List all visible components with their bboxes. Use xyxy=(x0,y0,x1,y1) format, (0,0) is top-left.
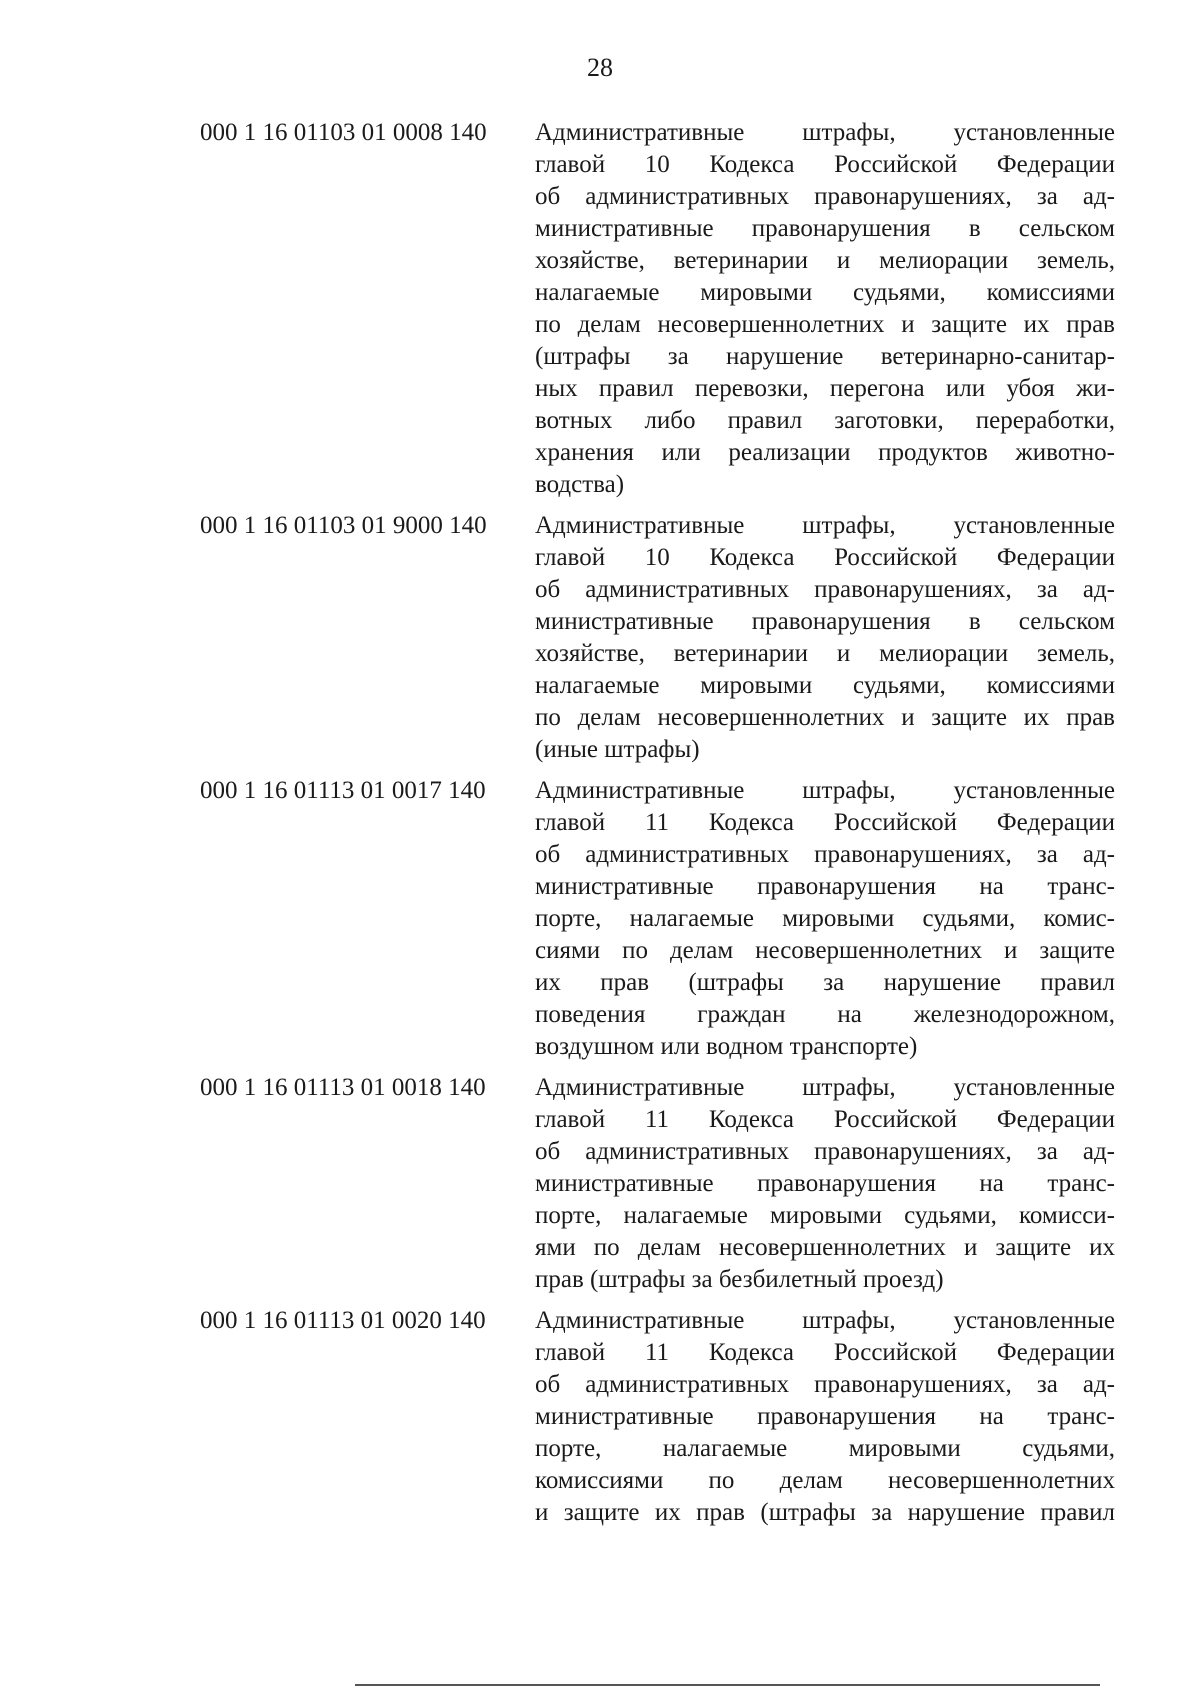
description-line: их прав (штрафы за нарушение правил xyxy=(535,969,1115,996)
code-description xyxy=(535,117,1115,501)
description-line: налагаемые мировыми судьями, комиссиями xyxy=(535,672,1115,699)
description-line: Административные штрафы, установленные xyxy=(535,119,1115,146)
description-line: ных правил перевозки, перегона или убоя жи- xyxy=(535,375,1115,402)
description-line: министративные правонарушения на транс- xyxy=(535,873,1115,900)
description-line: (штрафы за нарушение ветеринарно-санитар- xyxy=(535,343,1115,370)
description-line: поведения граждан на железнодорожном, xyxy=(535,1001,1115,1028)
description-line: порте, налагаемые мировыми судьями, xyxy=(535,1435,1115,1462)
description-line: об административных правонарушениях, за ад- xyxy=(535,1371,1115,1398)
page-number: 28 xyxy=(587,53,613,82)
description-line: Административные штрафы, установленные xyxy=(535,512,1115,539)
description-line: хозяйстве, ветеринарии и мелиорации земель, xyxy=(535,247,1115,274)
code-description xyxy=(535,1072,1115,1296)
description-line: налагаемые мировыми судьями, комиссиями xyxy=(535,279,1115,306)
description-line: об административных правонарушениях, за ад- xyxy=(535,841,1115,868)
description-line: Административные штрафы, установленные xyxy=(535,1307,1115,1334)
description-line: по делам несовершеннолетних и защите их прав xyxy=(535,704,1115,731)
description-line: об административных правонарушениях, за ад- xyxy=(535,183,1115,210)
description-line: министративные правонарушения в сельском xyxy=(535,608,1115,635)
table-row xyxy=(200,1072,1135,1296)
description-line: хранения или реализации продуктов животно- xyxy=(535,439,1115,466)
description-line: Административные штрафы, установленные xyxy=(535,777,1115,804)
description-line: ями по делам несовершеннолетних и защите их xyxy=(535,1234,1115,1261)
description-line: министративные правонарушения на транс- xyxy=(535,1170,1115,1197)
description-line: министративные правонарушения в сельском xyxy=(535,215,1115,242)
description-line: сиями по делам несовершеннолетних и защите xyxy=(535,937,1115,964)
description-line: вотных либо правил заготовки, переработки, xyxy=(535,407,1115,434)
description-line: по делам несовершеннолетних и защите их прав xyxy=(535,311,1115,338)
budget-code: 000 1 16 01103 01 0008 140 xyxy=(200,119,487,146)
description-line: Административные штрафы, установленные xyxy=(535,1074,1115,1101)
description-line: хозяйстве, ветеринарии и мелиорации земель, xyxy=(535,640,1115,667)
description-line: водства) xyxy=(535,471,625,498)
budget-code: 000 1 16 01103 01 9000 140 xyxy=(200,512,487,539)
description-line: главой 11 Кодекса Российской Федерации xyxy=(535,809,1115,836)
description-line: порте, налагаемые мировыми судьями, комисси- xyxy=(535,1202,1115,1229)
budget-code-table xyxy=(200,117,1135,1538)
description-line: комиссиями по делам несовершеннолетних xyxy=(535,1467,1115,1494)
description-line: главой 11 Кодекса Российской Федерации xyxy=(535,1339,1115,1366)
budget-code: 000 1 16 01113 01 0017 140 xyxy=(200,777,486,804)
code-description xyxy=(535,775,1115,1063)
description-line: (иные штрафы) xyxy=(535,736,700,763)
scan-bottom-line xyxy=(355,1684,1100,1686)
description-line: прав (штрафы за безбилетный проезд) xyxy=(535,1266,944,1293)
table-row xyxy=(200,775,1135,1063)
table-row xyxy=(200,510,1135,766)
description-line: порте, налагаемые мировыми судьями, комис- xyxy=(535,905,1115,932)
budget-code: 000 1 16 01113 01 0020 140 xyxy=(200,1307,486,1334)
description-line: главой 10 Кодекса Российской Федерации xyxy=(535,544,1115,571)
code-description xyxy=(535,510,1115,766)
code-description xyxy=(535,1305,1115,1529)
description-line: об административных правонарушениях, за ад- xyxy=(535,1138,1115,1165)
table-row xyxy=(200,1305,1135,1529)
description-line: главой 11 Кодекса Российской Федерации xyxy=(535,1106,1115,1133)
budget-code: 000 1 16 01113 01 0018 140 xyxy=(200,1074,486,1101)
description-line: и защите их прав (штрафы за нарушение правил xyxy=(535,1499,1115,1526)
description-line: воздушном или водном транспорте) xyxy=(535,1033,918,1060)
description-line: главой 10 Кодекса Российской Федерации xyxy=(535,151,1115,178)
description-line: об административных правонарушениях, за ад- xyxy=(535,576,1115,603)
table-row xyxy=(200,117,1135,501)
description-line: министративные правонарушения на транс- xyxy=(535,1403,1115,1430)
